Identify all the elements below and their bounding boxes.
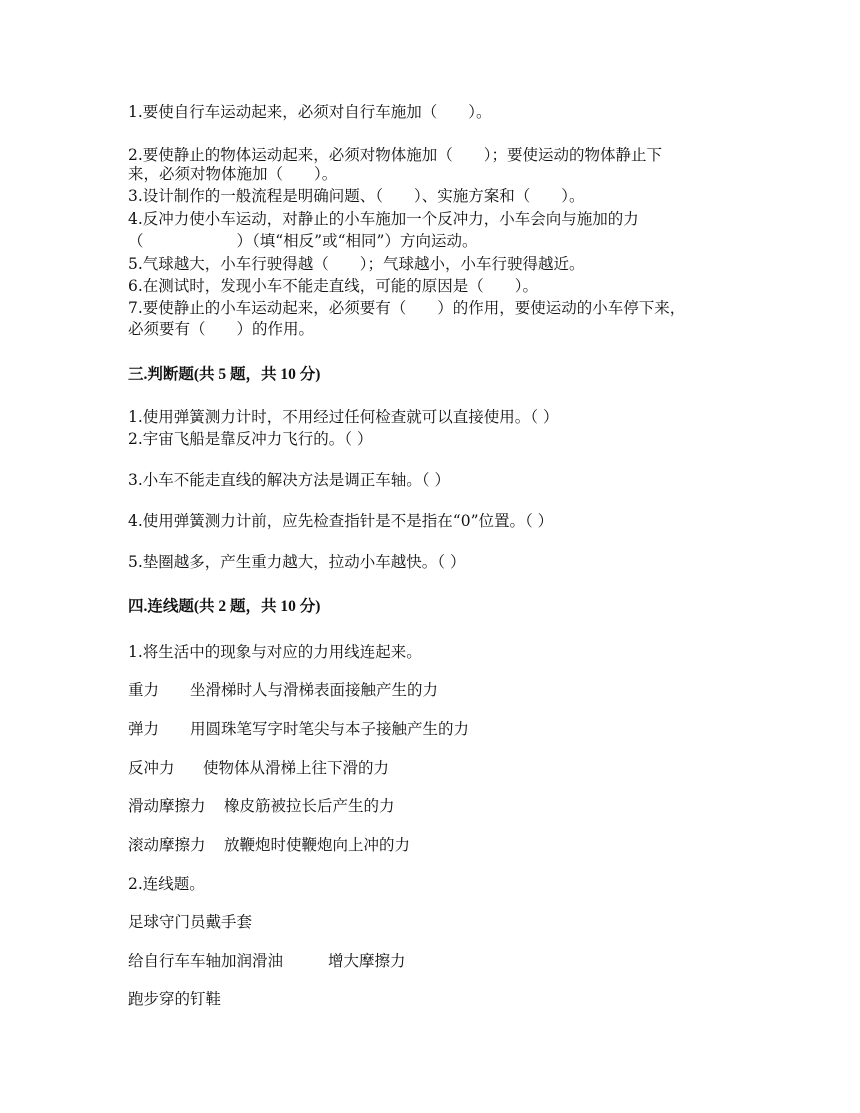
match-pair-3: [128, 757, 389, 779]
match-q2-item-2: 给自行车车轴加润滑油: [128, 952, 284, 970]
fill-in-q4-line2: （ ）（填“相反”或“相同”）方向运动。: [128, 232, 478, 250]
match-pair-4: [128, 795, 395, 817]
judge-item-4: 4.使用弹簧测力计前，应先检查指针是不是指在“0”位置。（ ）: [128, 512, 554, 530]
fill-in-q3: 3.设计制作的一般流程是明确问题、（ ）、实施方案和（ ）。: [128, 187, 585, 205]
fill-in-q2-line2: 来，必须对物体施加（ ）。: [128, 165, 338, 183]
match-q2-option: 增大摩擦力: [328, 952, 406, 970]
fill-in-q5: 5.气球越大，小车行驶得越（ ）；气球越小，小车行驶得越近。: [128, 255, 585, 273]
match-pair-1: [128, 679, 438, 701]
judge-item-1: 1.使用弹簧测力计时，不用经过任何检查就可以直接使用。（ ）: [128, 408, 559, 426]
phenomenon-label: 橡皮筋被拉长后产生的力: [224, 797, 395, 815]
phenomenon-label: 坐滑梯时人与滑梯表面接触产生的力: [190, 681, 439, 699]
fill-in-q7-line2: 必须要有（ ）的作用。: [128, 320, 315, 338]
fill-in-q6: 6.在测试时，发现小车不能走直线，可能的原因是（ ）。: [128, 277, 539, 295]
match-q2-item-2-row: [128, 950, 406, 972]
match-pair-5: [128, 834, 410, 856]
phenomenon-label: 放鞭炮时使鞭炮向上冲的力: [224, 836, 411, 854]
section3-title: 三.判断题(共 5 题，共 10 分): [128, 366, 321, 383]
phenomenon-label: 使物体从滑梯上往下滑的力: [203, 759, 390, 777]
fill-in-q7-line1: 7.要使静止的小车运动起来，必须要有（ ）的作用，要使运动的小车停下来，: [128, 299, 686, 317]
match-q2-item-1: 足球守门员戴手套: [128, 913, 253, 931]
judge-item-5: 5.垫圈越多，产生重力越大，拉动小车越快。（ ）: [128, 553, 466, 571]
match-pair-2: [128, 718, 469, 740]
fill-in-q4-line1: 4.反冲力使小车运动，对静止的小车施加一个反冲力，小车会向与施加的力: [128, 210, 639, 228]
force-label: 滚动摩擦力: [128, 836, 206, 854]
force-label: 重力: [128, 681, 160, 699]
force-label: 滑动摩擦力: [128, 797, 206, 815]
match-q1-prompt: 1.将生活中的现象与对应的力用线连起来。: [128, 643, 422, 661]
phenomenon-label: 用圆珠笔写字时笔尖与本子接触产生的力: [190, 720, 470, 738]
force-label: 反冲力: [128, 759, 175, 777]
fill-in-q2-line1: 2.要使静止的物体运动起来，必须对物体施加（ ）；要使运动的物体静止下: [128, 146, 663, 164]
match-q2-prompt: 2.连线题。: [128, 875, 205, 893]
judge-item-3: 3.小车不能走直线的解决方法是调正车轴。（ ）: [128, 471, 450, 489]
judge-item-2: 2.宇宙飞船是靠反冲力飞行的。（ ）: [128, 430, 373, 448]
section4-title: 四.连线题(共 2 题，共 10 分): [128, 598, 321, 615]
match-q2-item-3: 跑步穿的钉鞋: [128, 990, 222, 1008]
force-label: 弹力: [128, 720, 160, 738]
fill-in-q1: 1.要使自行车运动起来，必须对自行车施加（ ）。: [128, 103, 492, 121]
